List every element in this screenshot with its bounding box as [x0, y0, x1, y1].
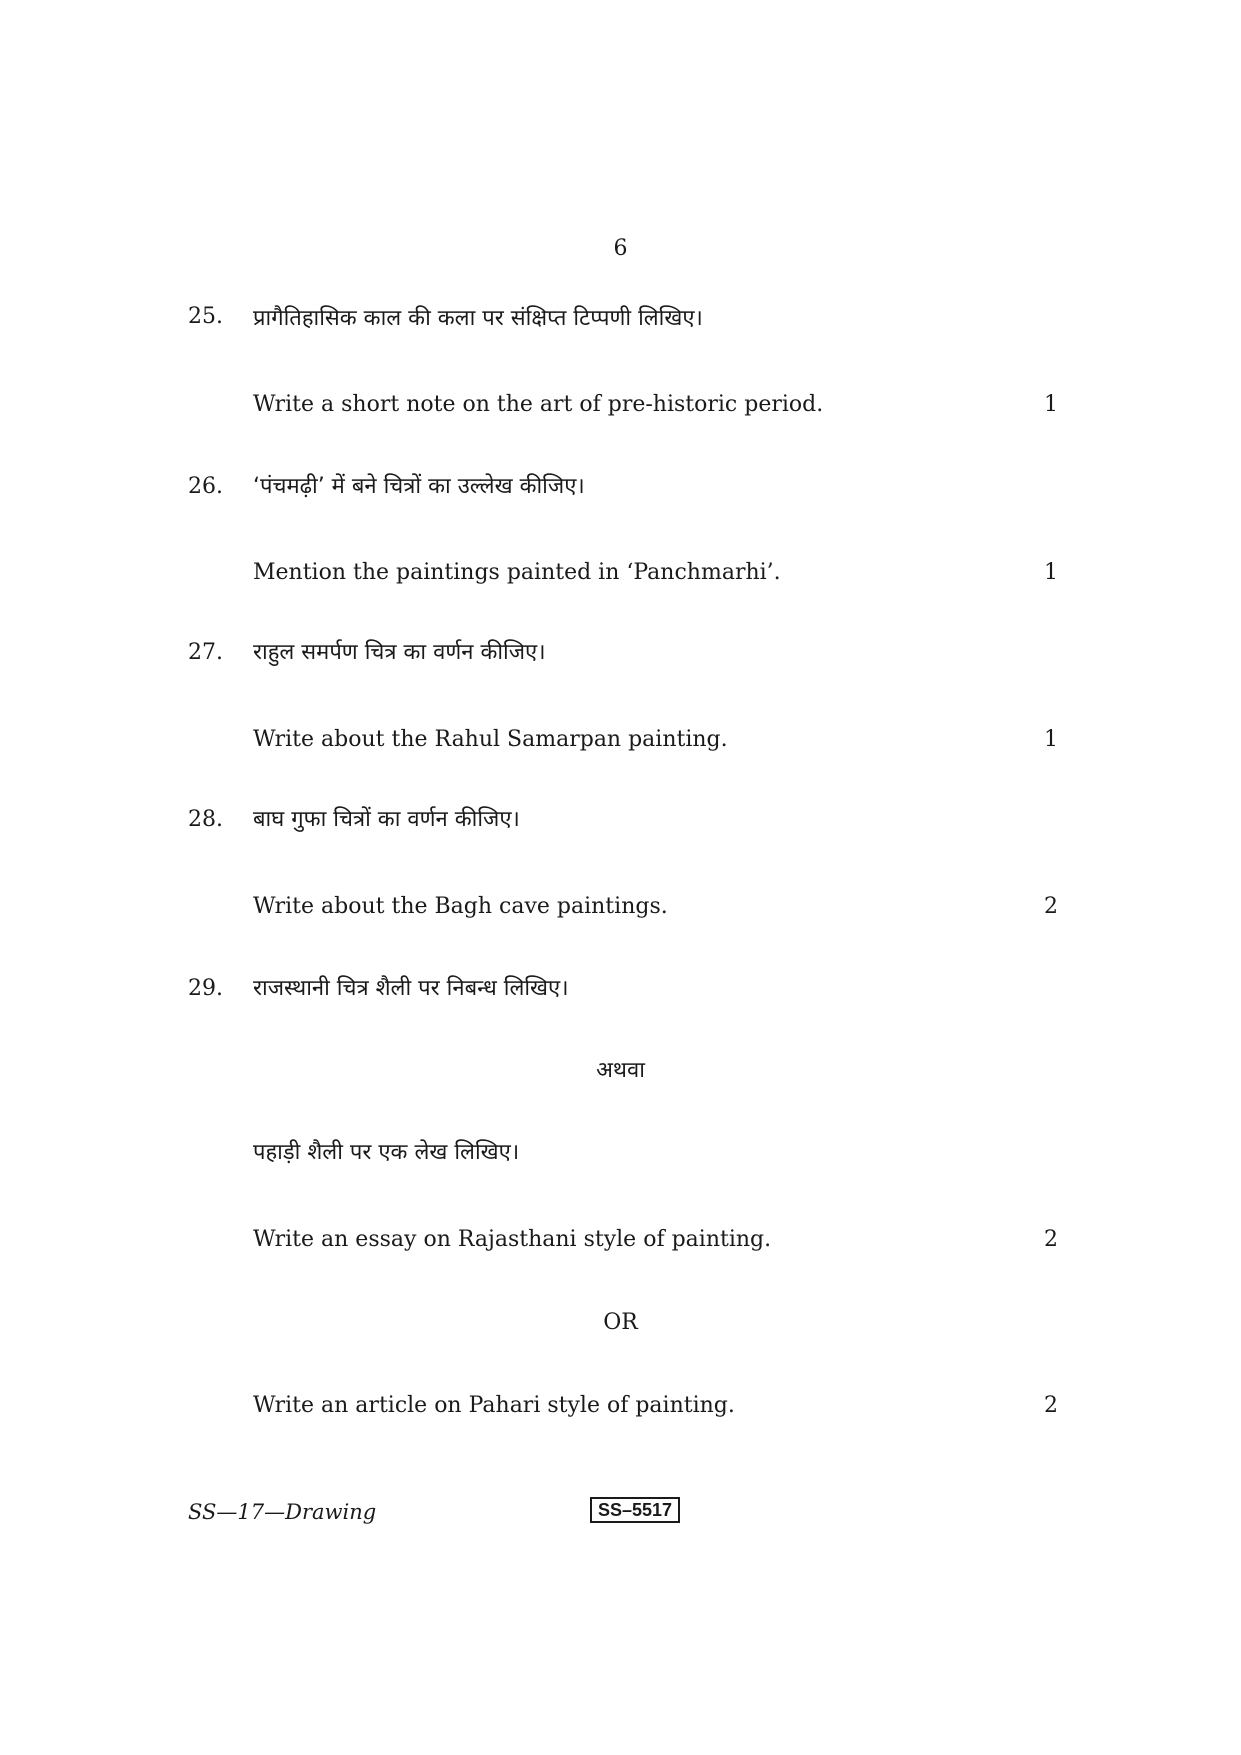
- question-text-english: Write about the Rahul Samarpan painting.: [253, 727, 728, 752]
- page-number: 6: [613, 236, 628, 261]
- question-text-hindi: ‘पंचमढ़ी’ में बने चित्रों का उल्लेख कीजिए।: [253, 474, 585, 499]
- marks: 2: [1044, 894, 1058, 919]
- marks: 1: [1044, 727, 1058, 752]
- or-separator-hindi: अथवा: [596, 1058, 645, 1083]
- marks-alt: 2: [1044, 1393, 1058, 1418]
- marks: 2: [1044, 1227, 1058, 1252]
- footer-subject: SS—17—Drawing: [188, 1500, 377, 1524]
- question-number: 28.: [188, 807, 223, 832]
- question-text-hindi: राहुल समर्पण चित्र का वर्णन कीजिए।: [253, 640, 546, 665]
- question-text-english: Write a short note on the art of pre-historic period.: [253, 392, 824, 417]
- question-text-english: Write an essay on Rajasthani style of painting.: [253, 1227, 772, 1252]
- marks: 1: [1044, 560, 1058, 585]
- question-number: 25.: [188, 304, 223, 329]
- question-text-hindi: बाघ गुफा चित्रों का वर्णन कीजिए।: [253, 807, 520, 832]
- marks: 1: [1044, 392, 1058, 417]
- footer-paper-code: SS–5517: [590, 1497, 680, 1523]
- question-number: 26.: [188, 474, 223, 499]
- or-separator-english: OR: [603, 1310, 638, 1335]
- question-text-english: Mention the paintings painted in ‘Panchmarhi’.: [253, 560, 781, 585]
- question-text-hindi: प्रागैतिहासिक काल की कला पर संक्षिप्त टिप्पणी लिखिए।: [253, 306, 703, 331]
- question-text-english: Write about the Bagh cave paintings.: [253, 894, 668, 919]
- question-number: 27.: [188, 640, 223, 665]
- question-alt-text-hindi: पहाड़ी शैली पर एक लेख लिखिए।: [253, 1140, 520, 1165]
- question-number: 29.: [188, 976, 223, 1001]
- question-alt-text-english: Write an article on Pahari style of painting.: [253, 1393, 735, 1418]
- question-text-hindi: राजस्थानी चित्र शैली पर निबन्ध लिखिए।: [253, 976, 569, 1001]
